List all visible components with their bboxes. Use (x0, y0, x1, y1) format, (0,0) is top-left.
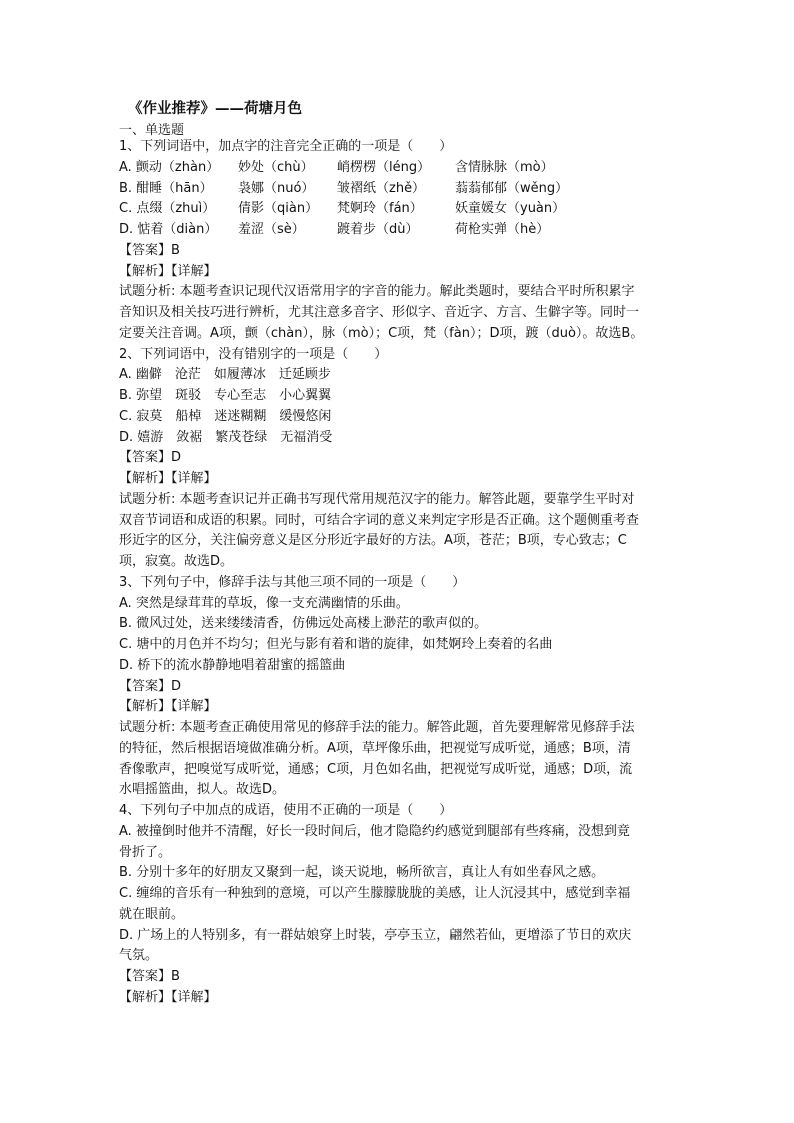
analysis-line: 项，寂寞。故选D。 (119, 554, 234, 569)
question-1-stem: 1、下列词语中，加点字的注音完全正确的一项是（ ） (119, 139, 453, 154)
question-4-option: B. 分别十多年的好朋友又聚到一起，谈天说地，畅所欲言，真让人有如坐春风之感。 (119, 865, 605, 881)
question-4-option-continuation: 骨折了。 (119, 844, 172, 860)
option-cell: 蓊蓊郁郁（wěng） (455, 180, 569, 196)
question-3-stem: 3、下列句子中，修辞手法与其他三项不同的一项是（ ） (119, 574, 466, 590)
option-cell: B. 酣睡（hān） (119, 180, 213, 196)
option-cell: 皱褶纸（zhě） (337, 180, 426, 196)
option-cell: D. 惦着（diàn） (119, 222, 218, 237)
option-cell: 踱着步（dù） (337, 222, 419, 237)
question-2-stem: 2、下列词语中，没有错别字的一项是（ ） (119, 346, 388, 362)
option-cell: A. 颤动（zhàn） (119, 159, 220, 175)
question-1-analysis-label: 【解析】【详解】 (119, 263, 217, 279)
question-2-analysis-label: 【解析】【详解】 (119, 471, 217, 486)
option-cell: C. 点缀（zhuì） (119, 201, 216, 217)
section-heading: 一、单选题 (119, 123, 185, 138)
question-4-answer: 【答案】B (119, 969, 180, 984)
analysis-line: 水唱摇篮曲，拟人。故选D。 (119, 782, 286, 798)
question-1-option-row (119, 220, 679, 241)
question-3-option: C. 塘中的月色并不均匀；但光与影有着和谐的旋律，如梵婀玲上奏着的名曲 (119, 637, 553, 652)
question-2-answer: 【答案】D (119, 450, 182, 466)
analysis-line: 音知识及相关技巧进行辨析，尤其注意多音字、形似字、音近字、方言、生僻字等。同时一 (119, 305, 640, 320)
analysis-line: 试题分析: 本题考查识记现代汉语常用字的字音的能力。解此类题时，要结合平时所积累字 (119, 284, 635, 300)
option-cell: 峭楞楞（léng） (337, 159, 431, 175)
question-4-option-continuation: 气氛。 (119, 948, 159, 964)
option-cell: 倩影（qiàn） (238, 201, 319, 217)
question-4-stem: 4、下列句子中加点的成语，使用不正确的一项是（ ） (119, 803, 453, 818)
option-cell: 梵婀玲（fán） (337, 201, 423, 217)
question-4-option: A. 被撞倒时他并不清醒，好长一段时间后，他才隐隐约约感觉到腿部有些疼痛，没想到竟 (119, 823, 630, 839)
question-3-option: B. 微风过处，送来缕缕清香，仿佛远处高楼上渺茫的歌声似的。 (119, 616, 488, 632)
analysis-line: 双音节词语和成语的积累。同时，可结合字词的意义来判定字形是否正确。这个题侧重考查 (119, 512, 640, 528)
question-1-option-row (119, 158, 679, 179)
question-3-option: D. 桥下的流水静静地唱着甜蜜的摇篮曲 (119, 657, 346, 673)
question-3-answer: 【答案】D (119, 678, 182, 694)
question-1-option-row (119, 199, 679, 220)
question-4-option: C. 缠绵的音乐有一种独到的意境，可以产生朦朦胧胧的美感，让人沉浸其中，感觉到幸福 (119, 886, 631, 901)
analysis-line: 试题分析: 本题考查识记并正确书写现代常用规范汉字的能力。解答此题，要靠学生平时对 (119, 491, 635, 507)
option-cell: 妙处（chù） (238, 159, 314, 175)
question-4-option-continuation: 就在眼前。 (119, 906, 185, 922)
document-body (119, 137, 679, 1009)
option-cell: 荷枪实弹（hè） (455, 222, 550, 237)
option-cell: 妖童媛女（yuàn） (455, 201, 566, 217)
option-cell: 羞涩（sè） (238, 222, 305, 237)
analysis-line: 试题分析: 本题考查正确使用常见的修辞手法的能力。解答此题，首先要理解常见修辞手法 (119, 720, 635, 735)
option-cell: 袅娜（nuó） (238, 180, 315, 196)
question-1-answer: 【答案】B (119, 242, 180, 258)
analysis-line: 香像歌声，把嗅觉写成听觉，通感；C项，月色如名曲，把视觉写成听觉，通感；D项，流 (119, 761, 633, 777)
question-2-option: D. 嬉游 敛裾 繁茂苍绿 无福消受 (119, 429, 333, 445)
question-2-option: A. 幽僻 沧茫 如履薄冰 迁延顾步 (119, 367, 331, 383)
analysis-line: 的特征，然后根据语境做准确分析。A项，草坪像乐曲，把视觉写成听觉，通感；B项，清 (119, 740, 631, 756)
document-title: 《作业推荐》——荷塘月色 (128, 101, 302, 117)
analysis-line: 形近字的区分，关注偏旁意义是区分形近字最好的方法。A项，苍茫；B项，专心致志；C (119, 533, 627, 549)
option-cell: 含情脉脉（mò） (455, 159, 554, 175)
question-2-option: B. 弥望 斑驳 专心至志 小心翼翼 (119, 388, 332, 403)
question-3-option: A. 突然是绿茸茸的草坂，像一支充满幽情的乐曲。 (119, 595, 409, 611)
question-4-analysis-label: 【解析】【详解】 (119, 989, 217, 1005)
question-3-analysis-label: 【解析】【详解】 (119, 699, 217, 715)
analysis-line: 定要关注音调。A项，颤（chàn），脉（mò）；C项，梵（fàn）；D项，踱（duò）。故选B。 (119, 325, 644, 341)
question-4-option: D. 广场上的人特别多，有一群姑娘穿上时装，亭亭玉立，翩然若仙，更增添了节日的欢庆 (119, 927, 632, 943)
question-1-option-row (119, 179, 679, 200)
question-2-option: C. 寂莫 船棹 迷迷糊糊 缓慢悠闲 (119, 408, 332, 424)
